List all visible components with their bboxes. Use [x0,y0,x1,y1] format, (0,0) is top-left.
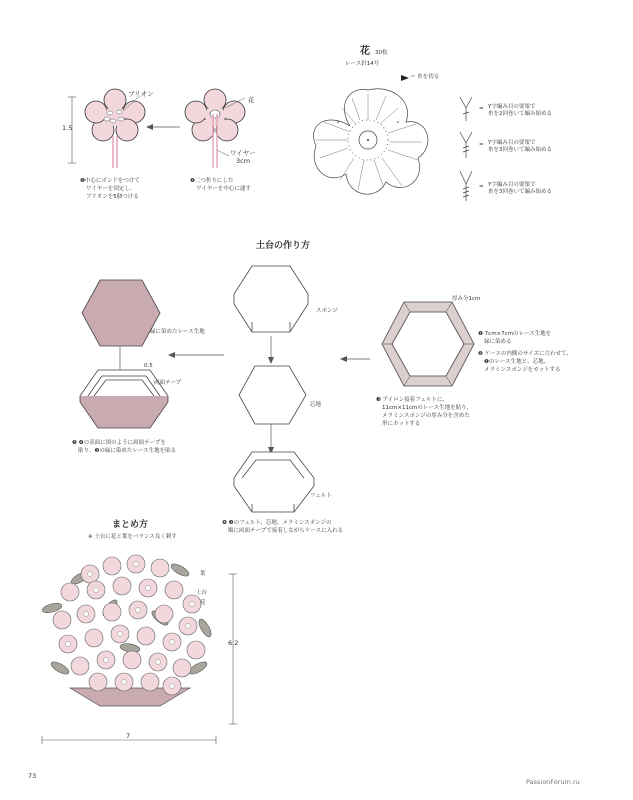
step5-text-line2: 貼り、❷の緑に染めたレース生地を貼る [78,448,177,454]
height-dim-label: 1.5 [62,124,73,132]
chart-title: 花 [360,46,370,57]
assembly-base-label: 土台 [196,590,208,596]
green-lace-label: 緑に染めたレース生地 [150,329,205,335]
tape-label: 両面テープ [154,380,182,386]
step4-base-line2: 順に両面テープで接着しながらケースに入れる [228,528,344,534]
felt-tray [232,448,316,516]
core-label: 芯地 [310,402,322,408]
legend-3-line1: Y字編み目の要領で [488,182,536,188]
green-lace-hexagon [80,278,162,348]
step-arrow-left [146,122,182,132]
assembly-flower-label: 花 [200,600,206,606]
finished-brooch-illustration [40,548,220,728]
legend-2-line1: Y字編み目の要領で [488,140,536,146]
felt-label: フェルト [310,493,332,499]
legend-3-line2: 糸を3回巻いて編み始める [488,189,553,195]
legend-symbol-3 [458,170,474,202]
sponge-label: スポンジ [316,308,338,314]
flower-with-bullion-illustration [80,88,150,170]
chart-count: 30枚 [375,50,388,56]
assembly-height-label: 6.2 [228,639,239,647]
step3-base-line4: 形にカットする [382,421,421,427]
legend-1-line2: 糸を2回巻いて編み始める [488,111,553,117]
step2-base-line2: ❶のレース生地と、芯地、 [484,359,550,365]
cut-yarn-legend: ＝ 糸を切る [410,74,440,80]
step3-base-line2: 11cm×11cmのレース生地を貼り、 [382,405,473,411]
arrow-left-1 [168,350,226,360]
thickness-label: 厚み分1cm [452,296,481,302]
assembly-title: まとめ方 [112,520,149,530]
watermark: PassionForum.ru [526,778,580,786]
arrow-down-1 [266,336,276,364]
assembly-width-label: 7 [126,732,131,740]
step5-text-line1: ❺ ❹の表面に図のように両面テープを [72,440,166,446]
felt-net-hexagon [380,300,476,388]
sponge-prism [232,262,312,336]
legend-equals-1: = [479,106,484,112]
step3-base-line1: ❸ アイロン接着フェルトに、 [376,397,448,403]
wire-length-label: 3cm [236,157,251,165]
step1-base-line2: 緑に染める [484,339,512,345]
bullion-label: ブリオン [128,90,154,98]
dim-05-label: 0.5 [144,363,153,369]
base-section-title: 土台の作り方 [256,241,311,251]
legend-1-line1: Y字編み目の要領で [488,104,536,110]
crochet-flower-chart [298,78,438,208]
taped-tray [78,368,170,430]
step2-text-line2: ワイヤーを中心に通す [196,186,251,192]
legend-symbol-1 [458,96,474,122]
arrow-left-2 [340,354,372,364]
core-hexagon [238,364,308,426]
step2-text-line1: ❶二つ折りにした [190,178,234,184]
flower-label: 花 [248,96,255,104]
step2-base-line1: ❷ ケースの内側のサイズに合わせて、 [478,351,572,357]
wire-label: ワイヤー [230,149,256,157]
step2-base-line3: メラミンスポンジをカットする [484,367,561,373]
page-number: 73 [28,772,37,780]
assembly-note: ※ 土台に花と葉をバランス良く刺す [88,534,177,540]
step1-text-line2: ワイヤーを固定し、 [86,186,136,192]
legend-equals-2: = [479,142,484,148]
legend-2-line2: 糸を3回巻いて編み始める [488,147,553,153]
step1-base-line1: ❶ 7cm×7cmのレース生地を [478,331,552,337]
legend-symbol-2 [458,131,474,159]
step1-text-line3: ブリオンを5個つける [86,194,139,200]
step3-base-line3: メラミンスポンジの厚み分を含めた [382,413,470,419]
step4-base-line1: ❹ ❸のフェルト、芯地、メラミンスポンジの [222,520,332,526]
legend-equals-3: = [479,184,484,190]
chart-hook: レース針14号 [345,61,380,67]
step1-text-line1: ❶中心にボンドをつけて [80,178,140,184]
assembly-leaf-label: 葉 [200,571,206,577]
assembly-height-line [226,572,240,728]
